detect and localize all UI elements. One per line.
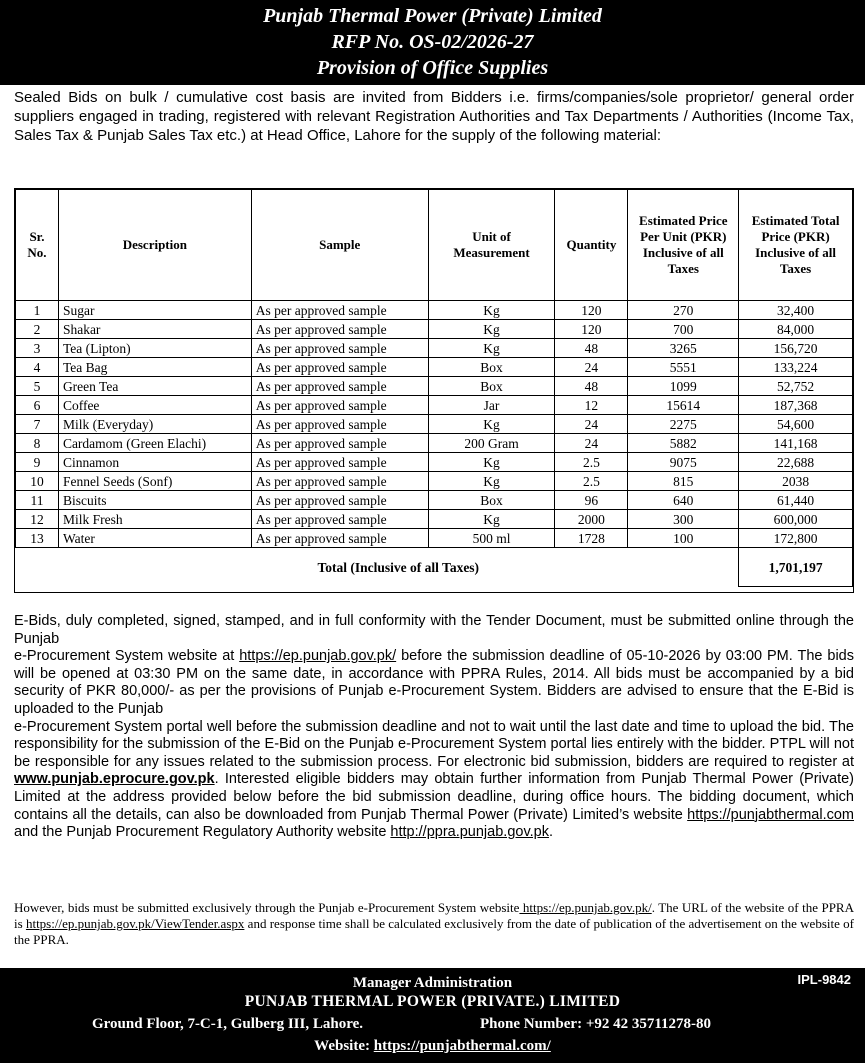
total-value: 1,701,197: [739, 548, 853, 587]
cell-sr: 13: [16, 529, 59, 548]
cell-sample: As per approved sample: [251, 529, 428, 548]
footer-phone: Phone Number: +92 42 35711278-80: [480, 1016, 712, 1032]
header-sr: Sr. No.: [16, 190, 59, 301]
cell-total: 141,168: [739, 434, 853, 453]
footer-website-link[interactable]: https://punjabthermal.com/: [373, 1038, 551, 1054]
submission-instructions: [14, 613, 854, 842]
ppra-note: [14, 900, 854, 948]
cell-total: 187,368: [739, 396, 853, 415]
cell-unit: Box: [428, 358, 555, 377]
body-text: .: [548, 824, 553, 841]
items-table: [15, 189, 853, 587]
cell-unit-price: 270: [628, 301, 739, 320]
cell-sample: As per approved sample: [251, 358, 428, 377]
cell-unit-price: 2275: [628, 415, 739, 434]
table-row: [16, 415, 853, 434]
eprocure-link[interactable]: www.punjab.eprocure.gov.pk: [14, 771, 215, 788]
cell-quantity: 96: [555, 491, 628, 510]
cell-quantity: 12: [555, 396, 628, 415]
table-row: [16, 377, 853, 396]
cell-sr: 5: [16, 377, 59, 396]
cell-quantity: 120: [555, 320, 628, 339]
cell-sample: As per approved sample: [251, 510, 428, 529]
footer-website-line: [0, 1037, 865, 1055]
cell-unit-price: 815: [628, 472, 739, 491]
ep-punjab-link-2[interactable]: https://ep.punjab.gov.pk/: [519, 900, 652, 915]
cell-unit: Kg: [428, 472, 555, 491]
company-title: Punjab Thermal Power (Private) Limited: [263, 5, 602, 27]
ipl-number: IPL-9842: [797, 972, 851, 987]
table-row: [16, 301, 853, 320]
cell-unit-price: 5551: [628, 358, 739, 377]
cell-description: Coffee: [58, 396, 251, 415]
intro-paragraph: Sealed Bids on bulk / cumulative cost basis are invited from Bidders i.e. firms/companies/sole proprietor/ general order suppliers engaged in trading, registered with relevant Registration Authorities and Tax Departments / Authorities (Income Tax, Sales Tax & Punjab Sales Tax etc.) at Head Office, Lahore for the supply of the following material:: [14, 89, 854, 144]
cell-sr: 4: [16, 358, 59, 377]
table-row: [16, 358, 853, 377]
body-text: before the submission deadline of 05-10-2026 by 03:00 PM. The bids will be opened at 03:30 PM on the same date, in accordance with PPRA Rules, 2014. All bids must be accompanied by a bid security of PKR 80,000/- as per the provisions of Punjab e-Procurement System. Bidders are advised to ensure that the E-Bid is uploaded to the Punjab: [14, 648, 854, 717]
footer-address: Ground Floor, 7-C-1, Gulberg III, Lahore.: [92, 1016, 364, 1032]
cell-quantity: 24: [555, 415, 628, 434]
cell-sr: 7: [16, 415, 59, 434]
body-text: E-Bids, duly completed, signed, stamped, and in full conformity with the Tender Document, must be submitted online through the Punjab: [14, 613, 854, 647]
table-row: [16, 453, 853, 472]
cell-total: 600,000: [739, 510, 853, 529]
website-label: Website:: [314, 1038, 374, 1054]
table-row: [16, 396, 853, 415]
cell-quantity: 1728: [555, 529, 628, 548]
table-row: [16, 510, 853, 529]
cell-total: 22,688: [739, 453, 853, 472]
cell-sample: As per approved sample: [251, 491, 428, 510]
body-text: e-Procurement System portal well before the submission deadline and not to wait until the last date and time to upload the bid. The responsibility for the submission of the E-Bid on the Punjab e-Procurement System portal lies entirely with the bidder. PTPL will not be responsible for any issues related to the submission process. For electronic bid submission, bidders are required to register at: [14, 718, 854, 770]
table-row: [16, 472, 853, 491]
cell-sr: 2: [16, 320, 59, 339]
cell-sr: 10: [16, 472, 59, 491]
cell-sr: 8: [16, 434, 59, 453]
total-label: Total (Inclusive of all Taxes): [317, 559, 480, 575]
cell-unit: Jar: [428, 396, 555, 415]
table-header-row: [16, 190, 853, 301]
cell-unit-price: 300: [628, 510, 739, 529]
cell-quantity: 24: [555, 358, 628, 377]
cell-quantity: 24: [555, 434, 628, 453]
cell-total: 172,800: [739, 529, 853, 548]
cell-description: Tea Bag: [58, 358, 251, 377]
cell-unit: Kg: [428, 510, 555, 529]
cell-description: Shakar: [58, 320, 251, 339]
cell-sr: 12: [16, 510, 59, 529]
cell-description: Milk Fresh: [58, 510, 251, 529]
header-quantity: Quantity: [555, 190, 628, 301]
cell-quantity: 120: [555, 301, 628, 320]
cell-quantity: 2.5: [555, 472, 628, 491]
cell-sample: As per approved sample: [251, 453, 428, 472]
cell-sr: 11: [16, 491, 59, 510]
cell-unit-price: 640: [628, 491, 739, 510]
body-text: e-Procurement System website at: [14, 648, 240, 665]
table-row: [16, 529, 853, 548]
body-text: and response time shall be calculated exclusively from the date of publication of the advertisement on the website of the PPRA.: [14, 916, 854, 947]
cell-total: 2038: [739, 472, 853, 491]
ep-punjab-link[interactable]: https://ep.punjab.gov.pk/: [239, 648, 397, 665]
cell-description: Cinnamon: [58, 453, 251, 472]
cell-unit: Box: [428, 491, 555, 510]
advertisement-footer: [0, 968, 865, 1063]
advertisement-header: [0, 0, 865, 85]
body-text: . The URL of the website of the PPRA is: [14, 900, 854, 931]
cell-total: 133,224: [739, 358, 853, 377]
cell-unit: Kg: [428, 415, 555, 434]
rfp-subject: Provision of Office Supplies: [316, 57, 549, 79]
cell-description: Sugar: [58, 301, 251, 320]
cell-description: Fennel Seeds (Sonf): [58, 472, 251, 491]
view-tender-link[interactable]: https://ep.punjab.gov.pk/ViewTender.aspx: [25, 916, 245, 931]
table-row: [16, 339, 853, 358]
table-row: [16, 491, 853, 510]
cell-quantity: 48: [555, 339, 628, 358]
cell-total: 156,720: [739, 339, 853, 358]
cell-description: Green Tea: [58, 377, 251, 396]
body-text: However, bids must be submitted exclusively through the Punjab e-Procurement System website: [14, 900, 520, 915]
cell-unit-price: 700: [628, 320, 739, 339]
cell-total: 54,600: [739, 415, 853, 434]
cell-sample: As per approved sample: [251, 396, 428, 415]
cell-unit: Box: [428, 377, 555, 396]
cell-unit: 500 ml: [428, 529, 555, 548]
cell-unit-price: 100: [628, 529, 739, 548]
cell-unit-price: 3265: [628, 339, 739, 358]
cell-total: 52,752: [739, 377, 853, 396]
header-total-price: Estimated Total Price (PKR) Inclusive of all Taxes: [739, 190, 853, 301]
cell-sample: As per approved sample: [251, 320, 428, 339]
table-row: [16, 434, 853, 453]
cell-quantity: 2.5: [555, 453, 628, 472]
header-description: Description: [58, 190, 251, 301]
cell-sample: As per approved sample: [251, 415, 428, 434]
cell-sample: As per approved sample: [251, 472, 428, 491]
cell-sample: As per approved sample: [251, 339, 428, 358]
cell-sample: As per approved sample: [251, 377, 428, 396]
cell-unit: Kg: [428, 453, 555, 472]
cell-unit-price: 1099: [628, 377, 739, 396]
cell-sr: 1: [16, 301, 59, 320]
cell-sample: As per approved sample: [251, 434, 428, 453]
header-unit: Unit of Measurement: [428, 190, 555, 301]
cell-unit-price: 5882: [628, 434, 739, 453]
cell-description: Water: [58, 529, 251, 548]
table-total-row: [16, 548, 853, 587]
cell-sr: 9: [16, 453, 59, 472]
punjabthermal-link[interactable]: https://punjabthermal.com: [687, 806, 854, 823]
designation: Manager Administration: [352, 975, 513, 991]
cell-total: 84,000: [739, 320, 853, 339]
ppra-link[interactable]: http://ppra.punjab.gov.pk: [390, 824, 549, 841]
cell-quantity: 2000: [555, 510, 628, 529]
cell-description: Cardamom (Green Elachi): [58, 434, 251, 453]
cell-description: Tea (Lipton): [58, 339, 251, 358]
cell-quantity: 48: [555, 377, 628, 396]
items-table-frame: [14, 188, 854, 593]
table-row: [16, 320, 853, 339]
cell-unit: Kg: [428, 339, 555, 358]
cell-unit: Kg: [428, 301, 555, 320]
cell-unit-price: 9075: [628, 453, 739, 472]
cell-total: 61,440: [739, 491, 853, 510]
cell-description: Milk (Everyday): [58, 415, 251, 434]
cell-unit: 200 Gram: [428, 434, 555, 453]
cell-unit: Kg: [428, 320, 555, 339]
cell-total: 32,400: [739, 301, 853, 320]
cell-unit-price: 15614: [628, 396, 739, 415]
cell-sr: 3: [16, 339, 59, 358]
header-unit-price: Estimated Price Per Unit (PKR) Inclusive of all Taxes: [628, 190, 739, 301]
body-text: and the Punjab Procurement Regulatory Authority website: [14, 824, 391, 841]
cell-sample: As per approved sample: [251, 301, 428, 320]
cell-sr: 6: [16, 396, 59, 415]
cell-description: Biscuits: [58, 491, 251, 510]
header-sample: Sample: [251, 190, 428, 301]
rfp-number: RFP No. OS-02/2026-27: [331, 31, 534, 53]
footer-company: PUNJAB THERMAL POWER (PRIVATE.) LIMITED: [244, 993, 621, 1010]
body-text: . Interested eligible bidders may obtain further information from Punjab Thermal Power (Private) Limited at the address provided below before the bid submission deadline, during office hours. The bidding document, which contains all the details, can also be downloaded from Punjab Thermal Power (Private) Limited’s website: [14, 771, 854, 823]
